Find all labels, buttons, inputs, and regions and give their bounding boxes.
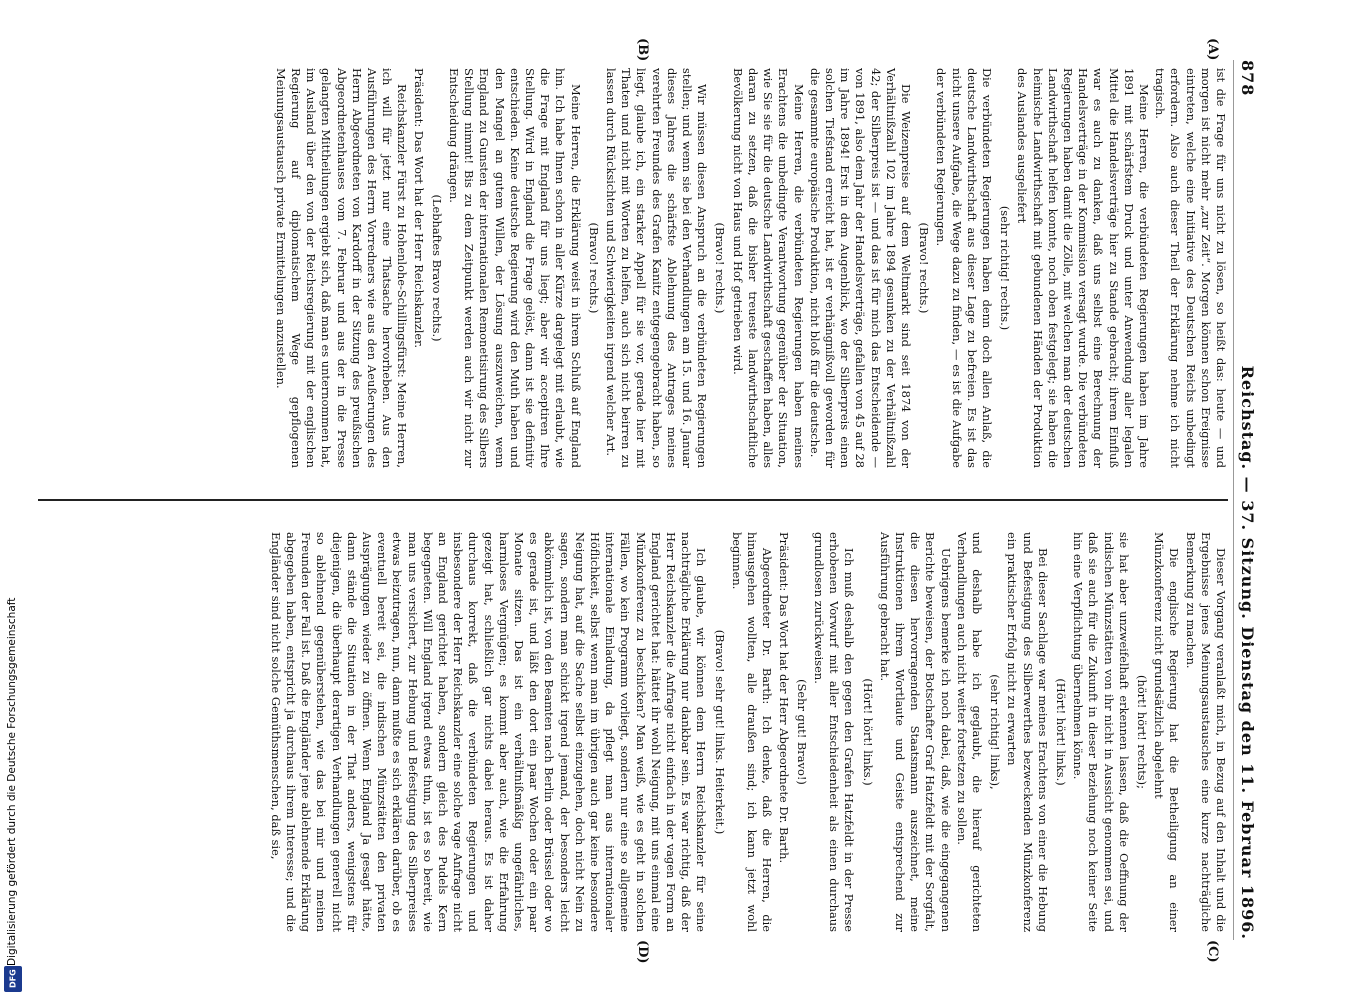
dfg-logo-icon: DFG	[4, 966, 22, 992]
interjection: (Lebhaftes Bravo rechts.)	[429, 194, 444, 342]
margin-mark-b: (B)	[635, 38, 650, 62]
paragraph: Uebrigens bemerke ich noch dabei, daß, wie die eingegangenen Berichte beweisen, der Botschafter Graf Hatzfeldt mit der Sorgfalt, die diesen hervorragenden Staatsmann auszeichnet, meine Instruktionen ihrem Wortlaute und Geiste entsprechend zur Ausführung gebracht hat.	[877, 532, 953, 932]
page-number: 878	[1238, 60, 1258, 97]
paragraph: Ich glaube, wir können dem Herrn Reichskanzler für seine nachträgliche Erklärung nur dankbar sein. Es war richtig, daß der Herr Reichskanzler die Anfrage nicht einfach in der vagen Form an England gerichtet hat: hättet ihr wohl Neigung, mit uns einmal eine Münzkonferenz zu beschicken? Man weiß, wie es geht in solchen Fällen, wo kein Programm vorliegt, sondern nur eine so allgemeine internationale Einladung, da pflegt man aus internationaler Höflichkeit, selbst wenn man im übrigen auch gar keine besondere Neigung hat, auf die Sache selbst einzugehen, doch nicht Nein zu sagen, sondern man schickt irgend jemand, der besonders leicht abkömmlich ist, von den Beamten nach Berlin oder Brüssel oder wo es gerade ist, und läßt den dort ein paar Wochen oder ein paar Monate sitzen. Das ist ein verhältnißmäßig ungefährliches, harmloses Vergnügen; es kommt aber auch, wie die Erfahrung gezeigt hat, schließlich gar nichts dabei heraus. Es ist daher durchaus korrekt, daß die verbündeten Regierungen und insbesondere der Herr Reichskanzler eine solche vage Anfrage nicht an England gerichtet haben, sondern gleich des Pudels Kern begegneten. Will England irgend etwas thun, ist es so bereit, wie man uns versichert, zur Hebung und Befestigung des Silberpreises etwas beizutragen, nun, dann mußte es sich erklären darüber, ob es eventuell bereit sei, die indischen Münzstätten den privaten Ausprägungen wieder zu öffnen. Wenn England Ja gesagt hätte, dann stände die Situation in der That anders, wenigstens für diejenigen, die überhaupt derartigen Verhandlungen generell nicht so ablehnend gegenüberstehen, wie das bei mir und meinen Freunden der Fall ist. Daß die Engländer jene ablehnende Erklärung abgegeben haben, entspricht ja durchaus ihrem Interesse; und die Engländer sind nicht solche Gemüthsmenschen, daß sie,	[268, 532, 709, 932]
margin-mark-a: (A)	[1205, 38, 1220, 61]
paragraph: Präsident: Das Wort hat der Herr Abgeordnete Dr. Barth.	[776, 532, 791, 864]
right-column	[267, 532, 1228, 932]
paragraph: Meine Herren, die Erklärung weist in ihrem Schluß auf England hin. Ich habe Ihnen schon in aller Kürze dargelegt mit erlaubt, wie die Frage mit England für uns liegt; aber wir acceptiren Ihre Stellung. Wird in England die Frage gelöst, dann ist sie definitiv entschieden. Keine deutsche Regierung wird den Muth haben und den Mangel an gutem Willen, der Lösung auszuweichen, wenn England zu Gunsten der internationalen Remonetisirung des Silbers Stellung nimmt! Bis zu dem Zeitpunkt werden auch wir nicht zur Entscheidung drängen.	[447, 68, 583, 468]
digitization-credit: Digitalisierung gefördert durch die Deutsche Forschungsgemeinschaft	[6, 597, 18, 966]
paragraph: Abgeordneter Dr. Barth: Ich denke, daß die Herren, die hinausgehen wollten, alle draußen sind; ich kann jetzt wohl beginnen.	[729, 532, 775, 932]
interjection: (Hört! hört! links.)	[1053, 678, 1068, 786]
paragraph: Die englische Regierung hat die Betheiligung an einer Münzkonferenz nicht grundsätzlich abgelehnt	[1152, 532, 1182, 932]
margin-mark-d: (D)	[635, 940, 650, 964]
paragraph: und deshalb habe ich geglaubt, die hierauf gerichteten Verhandlungen auch nicht weiter fortsetzen zu sollen.	[954, 532, 984, 932]
interjection: (hört! hört! rechts);	[1134, 675, 1149, 789]
page-header	[1233, 60, 1262, 940]
document-page	[20, 0, 1290, 1000]
margin-mark-c: (C)	[1205, 940, 1220, 963]
paragraph: Meine Herren, die verbündeten Regierungen haben meines Erachtens die unbedingte Verantwortung gegenüber der Situation, wie Sie sie für die deutsche Landwirthschaft geschaffen haben, alles daran zu setzen, daß die bisher treueste landwirthschaftliche Bevölkerung nicht von Haus und Hof getrieben wird.	[730, 68, 806, 468]
paragraph: Ich muß deshalb den gegen den Grafen Hatzfeldt in der Presse erhobenen Vorwurf mit aller Entschiedenheit als einen durchaus grundlosen zurückweisen.	[811, 532, 857, 932]
paragraph: Die verbündeten Regierungen haben denn doch allen Anlaß, die deutsche Landwirthschaft aus dieser Lage zu befreien. Es ist das nicht unsere Aufgabe, die Wege dazu zu finden, — es ist die Aufgabe der verbündeten Regierungen.	[934, 68, 994, 468]
paragraph: Dieser Vorgang veranlaßt mich, in Bezug auf den Inhalt und die Ergebnisse jenes Meinungsaustausches eine kurze nachträgliche Bemerkung zu machen.	[1183, 532, 1228, 932]
running-title: Reichstag. — 37. Sitzung. Dienstag den 11. Februar 1896.	[1238, 365, 1258, 940]
left-column	[272, 68, 1228, 468]
interjection: (Bravo! rechts.)	[586, 222, 601, 314]
interjection: (Sehr gut! Bravo!)	[794, 679, 809, 785]
paragraph: Bei dieser Sachlage war meines Erachtens von einer die Hebung und Befestigung des Silberwerthes bezweckenden Münzkonferenz ein praktischer Erfolg nicht zu erwarten	[1005, 532, 1050, 932]
credit-strip	[0, 0, 30, 1000]
paragraph: sie hat aber unzweifelhaft erkennen lassen, daß die Oeffnung der indischen Münzstätten von ihr nicht in Aussicht genommen sei, und daß sie auch für die Zukunft in dieser Beziehung noch keiner Seite hin eine Verpflichtung übernehmen könne.	[1071, 532, 1131, 932]
interjection: (sehr richtig! rechts.)	[998, 205, 1013, 331]
paragraph: Reichskanzler Fürst zu Hohenlohe-Schillingsfürst: Meine Herren, ich will für jetzt nur eine Thatsache hervorheben. Aus den Ausführungen des Herrn Vorredners wie aus den Aeußerungen des Herrn Abgeordneten von Kardorff in der Sitzung des preußischen Abgeordnetenhauses vom 7. Februar und aus der in die Presse gelangten Mittheilungen ergiebt sich, daß man es unternommen hat, im Ausland über den von der Reichsregierung mit der englischen Regierung auf diplomatischem Wege gepflogenen Meinungsaustausch private Ermittelungen anzustellen.	[273, 68, 410, 468]
interjection: (Bravo! rechts.)	[917, 222, 932, 314]
paragraph: Meine Herren, die verbündeten Regierungen haben im Jahre 1891 mit schärfstem Druck und unter Anwendung aller legalen Mittel die Handelsverträge hier zu Stande gebracht; ihrem Einfluß war es auch zu danken, daß uns selbst eine Berechnung der Handelsverträge in der Kommission versagt wurde. Die verbündeten Regierungen haben damit die Zölle, mit welchen man der deutschen Landwirthschaft helfen konnte, noch oben festgelegt; sie haben die heimische Landwirthschaft mit gebundenen Händen der Produktion des Auslandes ausgeliefert	[1015, 68, 1151, 468]
interjection: (sehr richtig! links),	[988, 674, 1003, 790]
interjection: (Bravo! rechts.)	[713, 222, 728, 314]
paragraph: Die Weizenpreise auf dem Weltmarkt sind seit 1874 von der Verhältnißzahl 102 im Jahre 1894 gesunken zu der Verhältnißzahl 42; der Silberpreis ist — und das ist für mich das Entscheidende — von 1891, also dem Jahr der Handelsverträge, gefallen von 45 auf 28 im Jahre 1894! Erst in dem Augenblick, wo der Silberpreis einen solchen Tiefstand erreicht hat, ist er verhängnißvoll geworden für die gesammte europäische Produktion, nicht bloß für die deutsche.	[807, 68, 913, 468]
column-divider	[38, 499, 1228, 501]
paragraph: ist die Frage für uns nicht zu lösen, so heißt das: heute — und morgen ist nicht mehr „zur Zeit“. Morgen können schon Ereignisse eintreten, welche eine Initiative des Deutschen Reichs unbedingt erfordern. Also auch dieser Theil der Erklärung nehme ich nicht tragisch.	[1153, 68, 1228, 468]
interjection: (Bravo! sehr gut! links. Heiterkeit.)	[712, 629, 727, 835]
paragraph: Wir müssen diesen Anspruch an die verbündeten Regierungen stellen; und wenn sie bei den Verhandlungen am 15. und 16. Januar dieses Jahres die schärfste Ablehnung des Antrages meines verehrten Freundes des Grafen Kanitz entgegengebracht haben, so liegt, glaube ich, ein starker Appell für sie vor, gerade hier mit Thaten und nicht mit Worten zu helfen, auch sich nicht beirren zu lassen durch Rücksichten und Schwierigkeiten irgend welcher Art.	[604, 68, 710, 468]
interjection: (Hört! hört! links.)	[860, 678, 875, 786]
paragraph: Präsident: Das Wort hat der Herr Reichskanzler.	[411, 68, 426, 348]
